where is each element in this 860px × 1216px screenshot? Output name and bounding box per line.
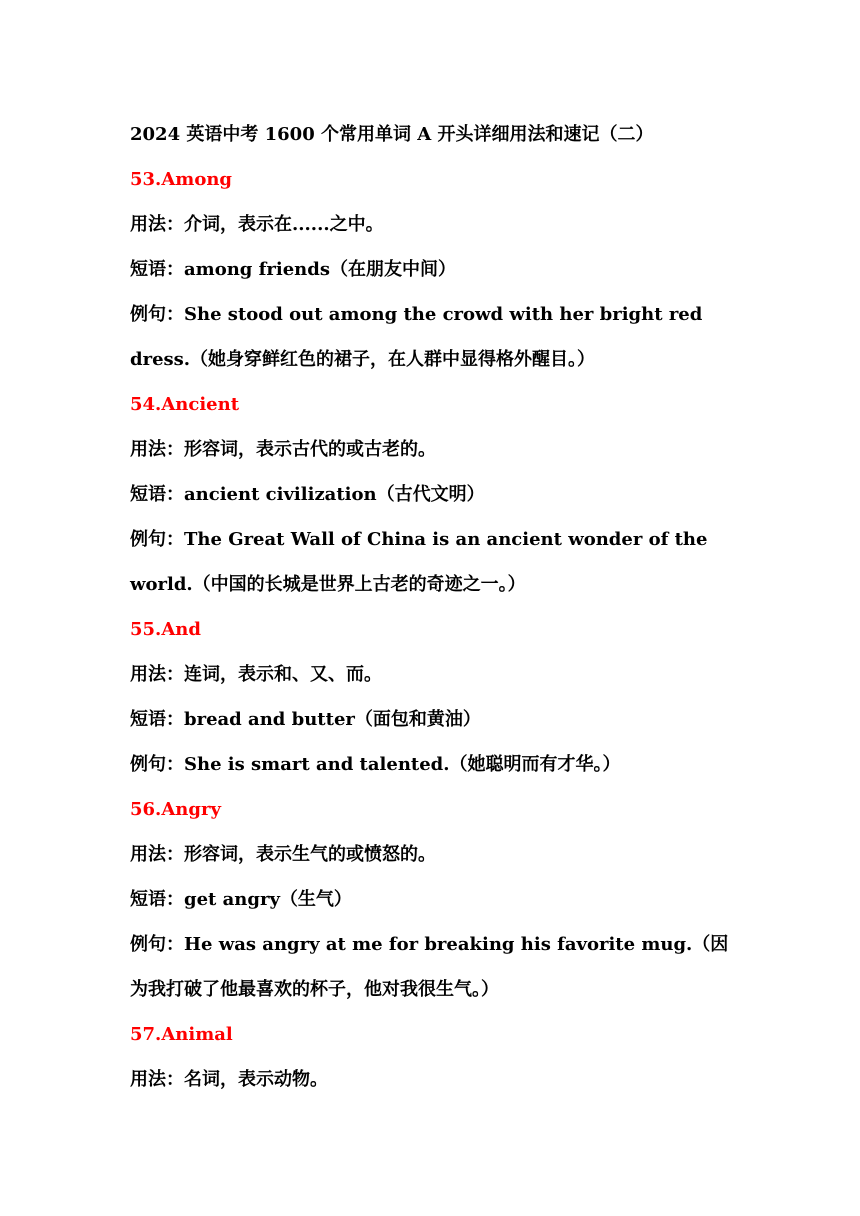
entry-heading: 54.Ancient bbox=[130, 394, 240, 415]
entry-heading: 57.Animal bbox=[130, 1024, 233, 1045]
entry-usage: 用法：连词，表示和、又、而。 bbox=[130, 664, 382, 685]
entry-angry bbox=[130, 787, 740, 1012]
entry-among bbox=[130, 157, 740, 382]
entry-usage: 用法：形容词，表示古代的或古老的。 bbox=[130, 439, 436, 460]
entry-phrase: 短语：ancient civilization（古代文明） bbox=[130, 484, 485, 505]
entry-example: 例句：The Great Wall of China is an ancient wonder of the world.（中国的长城是世界上古老的奇迹之一。） bbox=[130, 529, 708, 595]
entry-phrase: 短语：get angry（生气） bbox=[130, 889, 352, 910]
entry-heading: 56.Angry bbox=[130, 799, 221, 820]
document-page bbox=[130, 112, 740, 1102]
entry-usage: 用法：介词，表示在......之中。 bbox=[130, 214, 384, 235]
entry-and bbox=[130, 607, 740, 787]
document-title: 2024 英语中考 1600 个常用单词 A 开头详细用法和速记（二） bbox=[130, 124, 654, 145]
entry-ancient bbox=[130, 382, 740, 607]
entry-example: 例句：She stood out among the crowd with her bright red dress.（她身穿鲜红色的裙子，在人群中显得格外醒目。） bbox=[130, 304, 703, 370]
entry-animal bbox=[130, 1012, 740, 1102]
entry-usage: 用法：形容词，表示生气的或愤怒的。 bbox=[130, 844, 436, 865]
entry-usage: 用法：名词，表示动物。 bbox=[130, 1069, 328, 1090]
entry-example: 例句：She is smart and talented.（她聪明而有才华。） bbox=[130, 754, 621, 775]
entry-phrase: 短语：among friends（在朋友中间） bbox=[130, 259, 456, 280]
entry-phrase: 短语：bread and butter（面包和黄油） bbox=[130, 709, 481, 730]
entry-heading: 53.Among bbox=[130, 169, 233, 190]
entry-heading: 55.And bbox=[130, 619, 201, 640]
entry-example: 例句：He was angry at me for breaking his favorite mug.（因为我打破了他最喜欢的杯子，他对我很生气。） bbox=[130, 934, 729, 1000]
